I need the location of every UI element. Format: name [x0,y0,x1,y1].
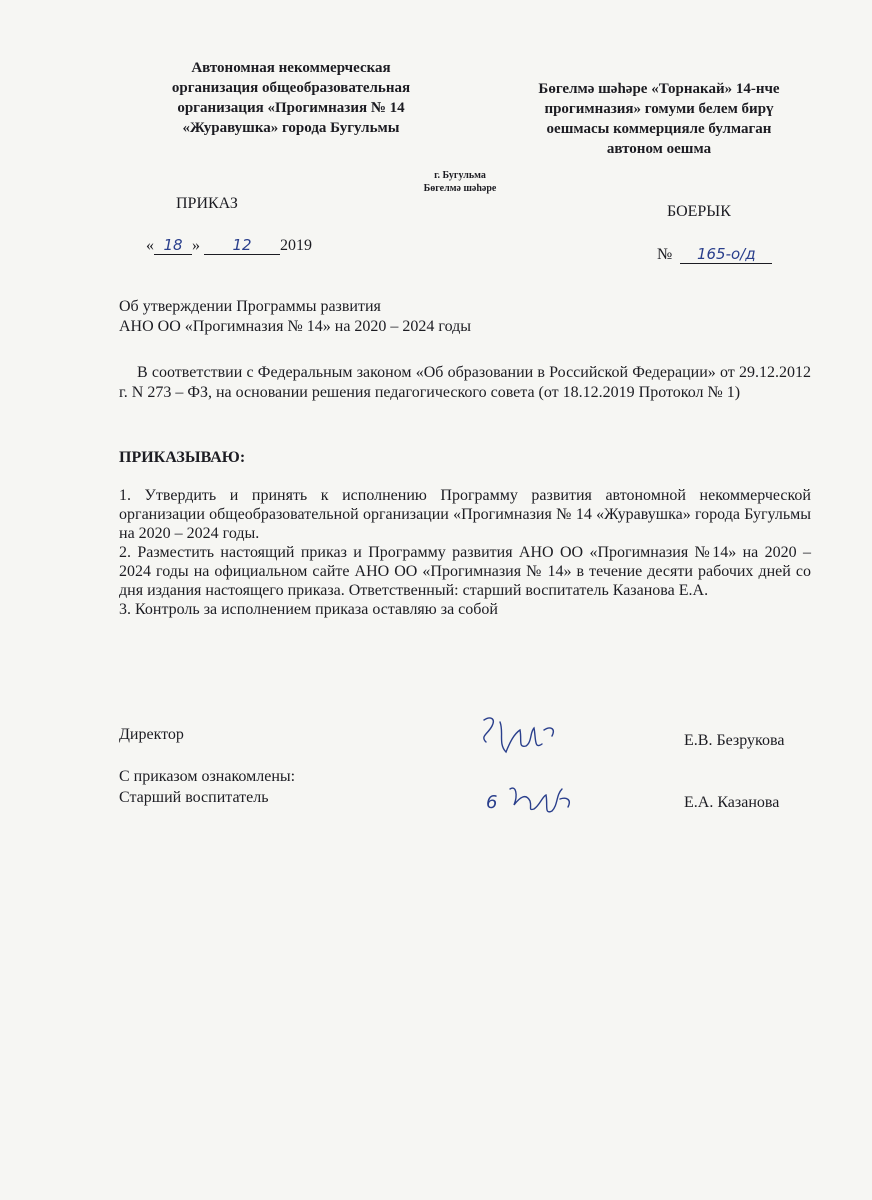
header-right-org-tt [498,79,820,159]
date-month-handwritten: 12 [204,236,280,255]
city-ru: г. Бугульма [434,170,486,181]
senior-name: Е.А. Казанова [684,794,780,811]
senior-signature-image [500,775,610,825]
director-name: Е.В. Безрукова [684,732,785,749]
header-left-line: «Журавушка» города Бугульмы [182,120,400,136]
city-tt: Бөгелмә шәһәре [423,183,497,194]
director-role: Директор [119,726,184,743]
order-date [146,236,312,255]
header-left-line: организация «Прогимназия № 14 [177,100,405,116]
order-item: 3. Контроль за исполнением приказа оставляю за собой [119,601,498,618]
senior-date-handwritten: 6 [486,792,498,813]
header-right-line: Бөгелмә шәһәре «Торнакай» 14-нче [538,81,780,97]
order-number [657,245,772,264]
senior-role: Старший воспитатель [119,789,269,806]
date-open-quote: « [146,237,154,254]
header-right-line: автоном оешма [606,141,712,157]
subject-line: АНО ОО «Прогимназия № 14» на 2020 – 2024 годы [119,318,472,335]
order-items-list [119,486,811,619]
subject-line: Об утверждении Программы развития [119,298,381,315]
director-signature-image [470,712,580,762]
order-title-ru: ПРИКАЗ [176,195,238,212]
header-right-line: оешмасы коммерцияле булмаган [546,121,772,137]
order-item: 2. Разместить настоящий приказ и Программу развития АНО ОО «Прогимназия №14» на 2020 – 2024 годы на официальном сайте АНО ОО «Прогимназия № 14» в течение десяти рабочих дней со дня издания настоящего приказа. Ответственный: старший воспитатель Казанова Е.А. [119,544,811,599]
date-year: 2019 [280,237,312,254]
date-close-quote: » [192,237,200,254]
header-left-line: Автономная некоммерческая [191,60,391,76]
order-item: 1. Утвердить и принять к исполнению Программу развития автономной некоммерческой организации общеобразовательной организации «Прогимназия № 14 «Журавушка» города Бугульмы на 2020 – 2024 годы. [119,487,811,542]
preamble-paragraph: В соответствии с Федеральным законом «Об образовании в Российской Федерации» от 29.12.2012 г. N 273 – ФЗ, на основании решения педагогического совета (от 18.12.2019 Протокол № 1) [119,364,811,401]
number-prefix: № [657,246,673,263]
directive-heading: ПРИКАЗЫВАЮ: [119,449,246,466]
header-left-org-ru [130,58,452,138]
order-title-tt: БОЕРЫК [667,203,731,220]
order-subject [119,297,471,337]
date-day-handwritten: 18 [154,236,192,255]
header-left-line: организация общеобразовательная [171,80,411,96]
number-handwritten: 165-о/д [680,245,772,264]
header-right-line: прогимназия» гомуми белем бирү [544,101,774,117]
city-block [395,169,525,195]
acquainted-label: С приказом ознакомлены: [119,768,296,785]
